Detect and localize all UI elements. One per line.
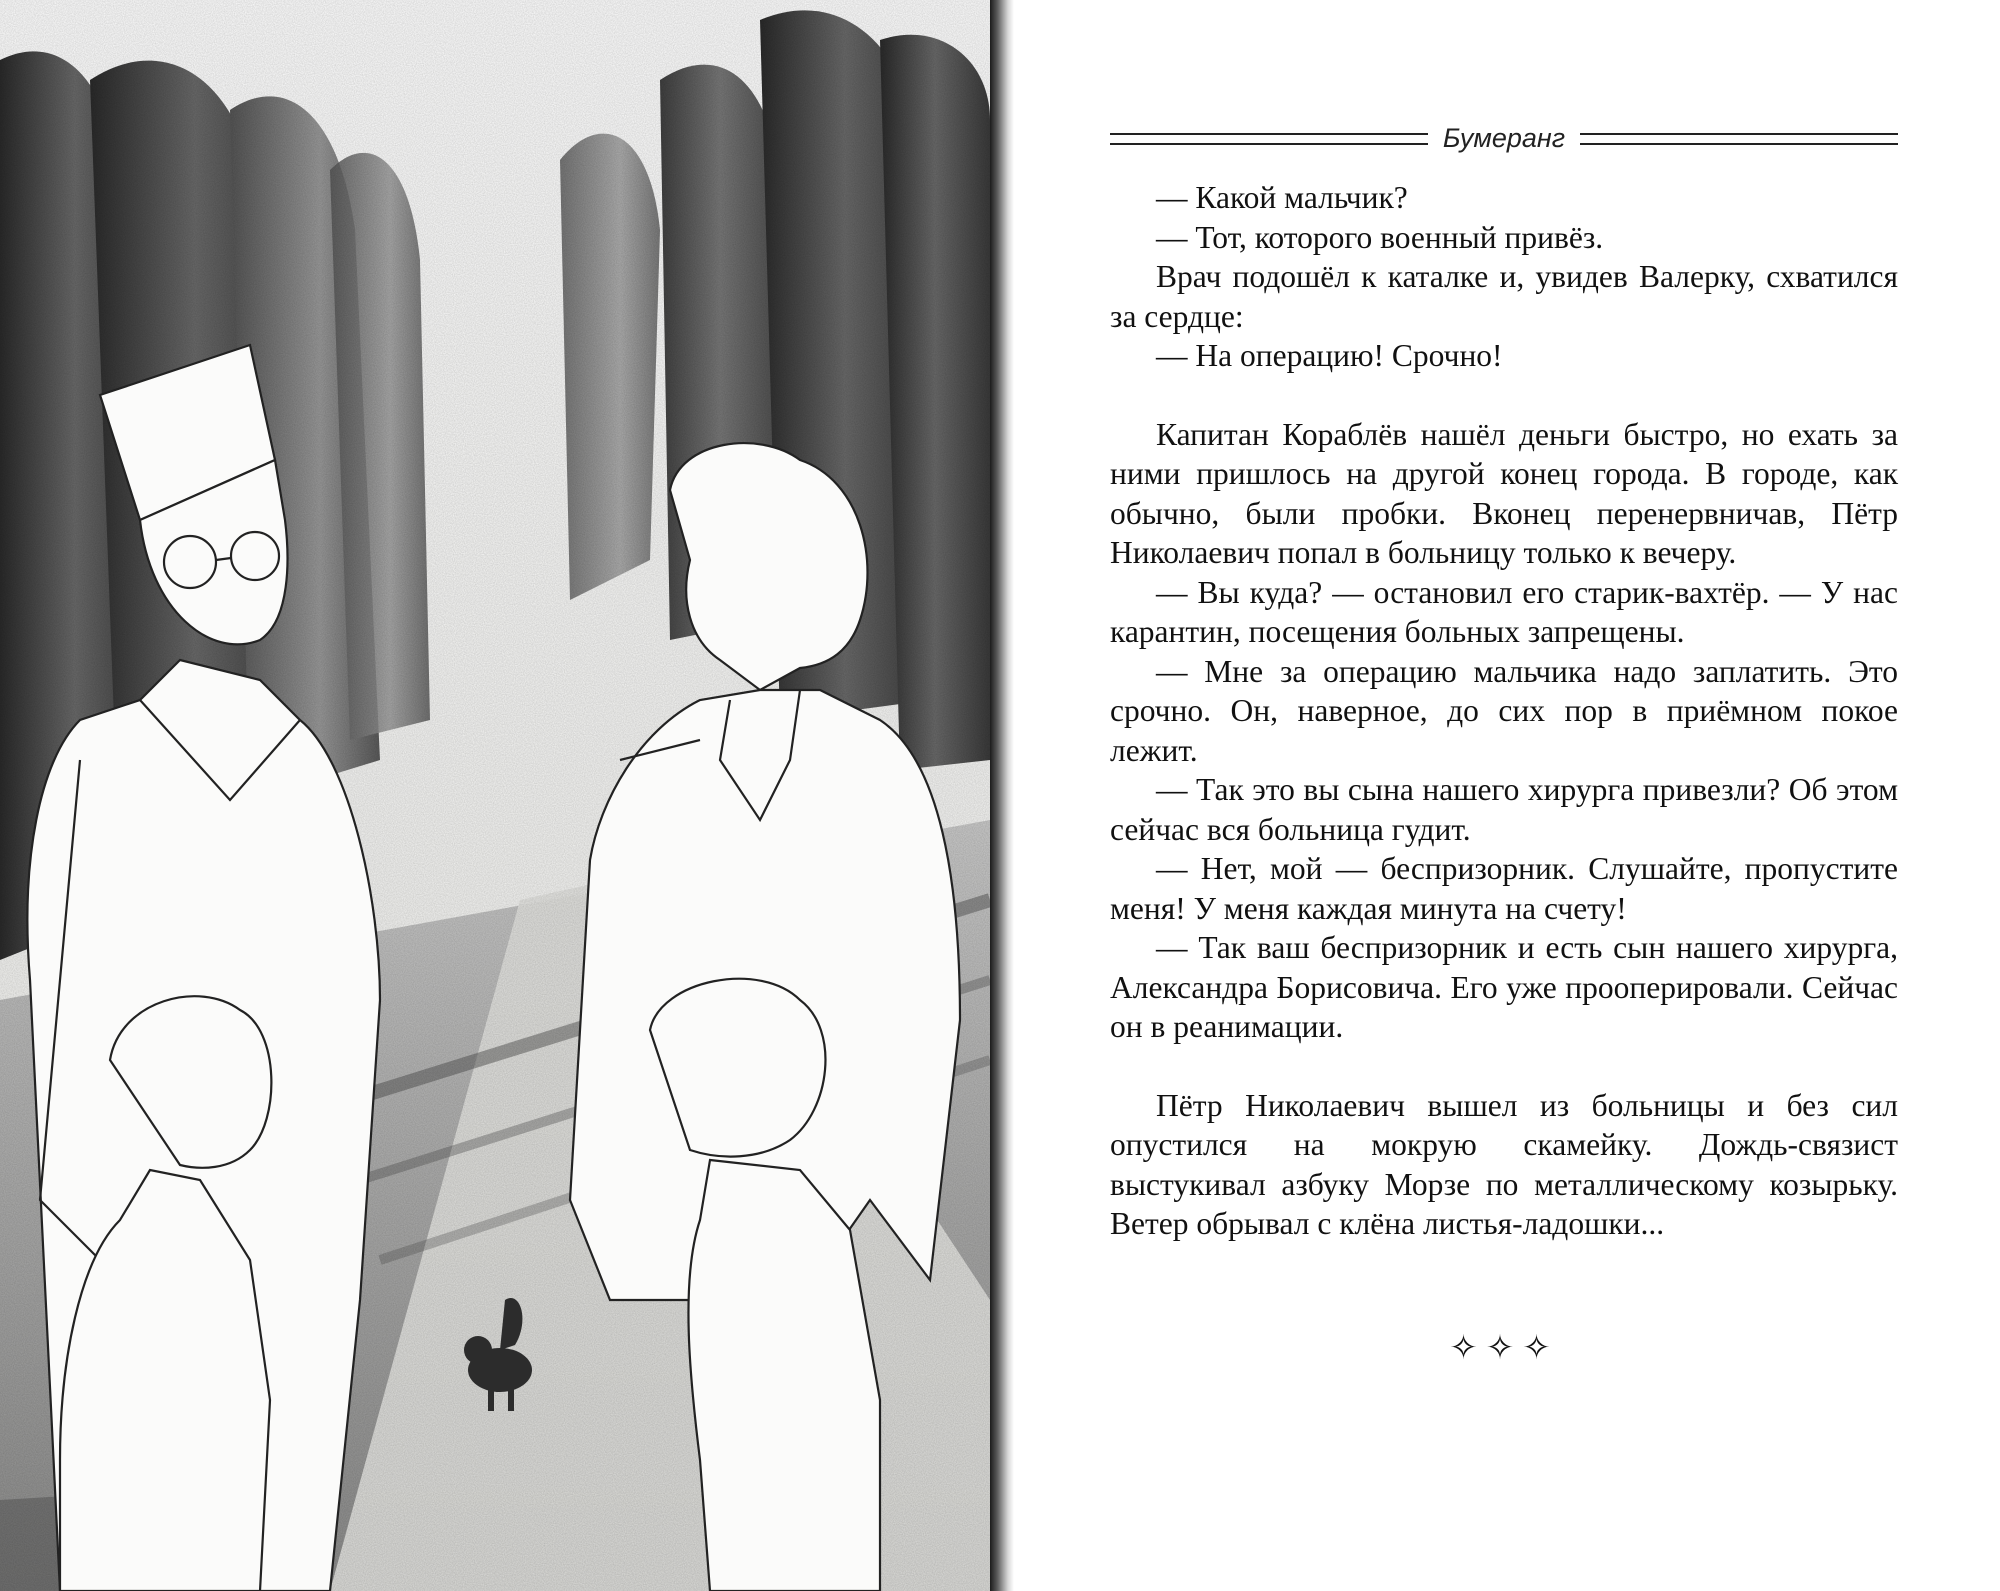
paragraph: — Так ваш беспризорник и есть сын нашего хирурга, Александра Борисовича. Его уже прооперировали. Сейчас он в реанимации. bbox=[1110, 930, 1898, 1044]
section-ornament: ✧✧✧ bbox=[1449, 1328, 1559, 1368]
paragraph: — Вы куда? — остановил его старик-вахтёр. — У нас карантин, посещения больных запрещены. bbox=[1110, 574, 1898, 649]
header-rule-left bbox=[1110, 133, 1428, 145]
paragraph: — Нет, мой — беспризорник. Слушайте, пропустите меня! У меня каждая минута на счету! bbox=[1110, 851, 1898, 926]
paragraph: — Какой мальчик? bbox=[1156, 180, 1408, 215]
running-title: Бумеранг bbox=[1442, 123, 1566, 153]
body-text bbox=[1110, 178, 1898, 1244]
paragraph: Пётр Николаевич вышел из больницы и без сил опустился на мокрую скамейку. Дождь-связист выстукивал азбуку Морзе по металлическому козырьку. Ветер обрывал с клёна листья-ладошки... bbox=[1110, 1087, 1898, 1241]
paragraph: Врач подошёл к каталке и, увидев Валерку, схватился за сердце: bbox=[1110, 259, 1898, 334]
illustration-page bbox=[0, 0, 990, 1591]
paragraph: Капитан Кораблёв нашёл деньги быстро, но ехать за ними пришлось на другой конец города. В городе, как обычно, были пробки. Вконец перенервничав, Пётр Николаевич попал в больницу только к вечеру. bbox=[1110, 416, 1898, 570]
book-gutter bbox=[990, 0, 1014, 1591]
illustration-drawing-icon bbox=[0, 0, 990, 1591]
paragraph: — Тот, которого военный привёз. bbox=[1156, 219, 1604, 255]
running-header bbox=[1110, 120, 1898, 160]
paragraph: — На операцию! Срочно! bbox=[1156, 338, 1503, 373]
paragraph: — Мне за операцию мальчика надо заплатить. Это срочно. Он, наверное, до сих пор в приёмном покое лежит. bbox=[1110, 653, 1898, 768]
paragraph: — Так это вы сына нашего хирурга привезли? Об этом сейчас вся больница гудит. bbox=[1110, 772, 1898, 847]
header-rule-right bbox=[1580, 133, 1898, 145]
text-page bbox=[1014, 0, 2000, 1591]
